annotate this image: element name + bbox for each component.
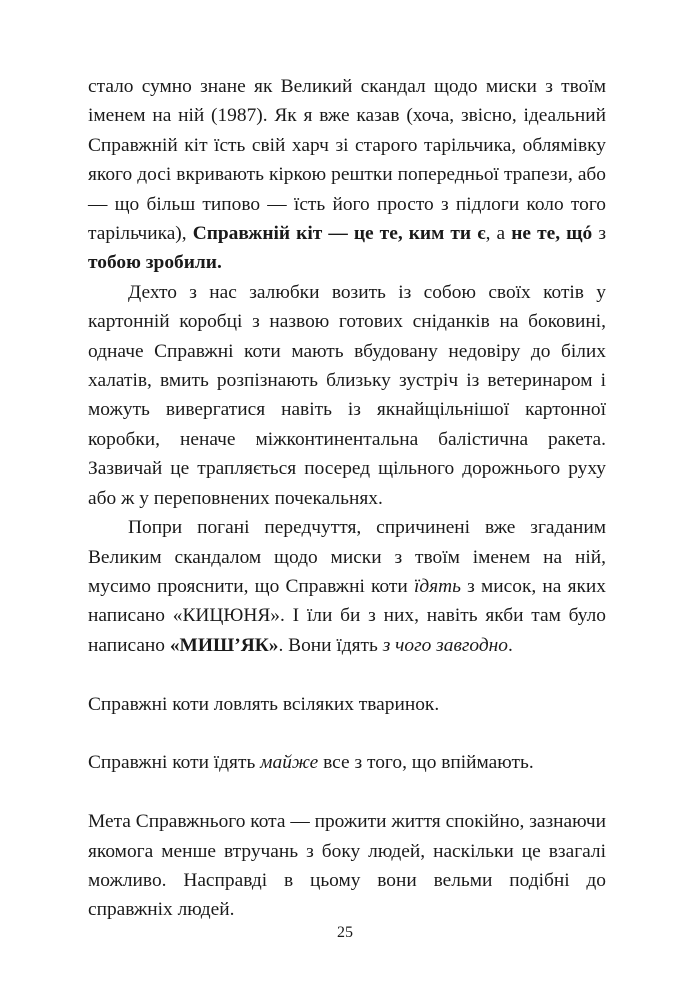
- paragraph-2: [88, 278, 606, 513]
- text-run: Мета Справжнього кота — прожити життя спокійно, зазнаючи якомога менше втручань з боку людей, наскільки це взагалі можливо. Насправді в цьому вони вельми подібні до справжніх людей.: [88, 811, 606, 921]
- text-run: Справжні коти їдять: [88, 752, 261, 774]
- text-run: з: [592, 223, 606, 245]
- paragraph-4: [88, 690, 606, 719]
- page-number: 25: [337, 924, 353, 941]
- italic-text-run: майже: [260, 752, 319, 774]
- text-run: стало сумно знане як Великий скандал щодо миски з твоїм іменем на ній (1987). Як я вже казав (хоча, звісно, ідеальний Справжній кіт їсть свій харч зі старого тарільчика, облямівку якого досі вкривають кіркою рештки попередньої трапези, або — що більш типово — їсть його просто з підлоги коло того тарільчика),: [88, 76, 606, 245]
- paragraph-3: [88, 513, 606, 660]
- paragraph-5: [88, 748, 606, 777]
- bold-text-run: «МИШ’ЯК»: [169, 634, 279, 656]
- bold-text-run: Справжній кіт — це те, ким ти є: [192, 223, 486, 245]
- text-run: Дехто з нас залюбки возить із собою своїх котів у картонній коробці з назвою готових сніданків на боковині, одначе Справжні коти мають вбудовану недовіру до білих халатів, вмить розпізнають близьку зустріч із ветеринаром і можуть вивергатися навіть із якнайщільнішої картонної коробки, неначе міжконтинентальна балістична ракета. Зазвичай це трапляється посеред щільного дорожнього руху або ж у переповнених почекальнях.: [88, 281, 606, 509]
- body-text: [88, 72, 606, 925]
- text-run: з мисок, на яких написано «КИЦЮНЯ». І їли би з них, навіть якби там було написано: [88, 575, 606, 656]
- bold-text-run: тобою зробили.: [88, 252, 222, 274]
- text-run: Справжні коти ловлять всіляких тваринок.: [88, 693, 440, 715]
- text-run: . Вони їдять: [278, 634, 383, 656]
- text-run: Попри погані передчуття, спричинені вже згаданим Великим скандалом щодо миски з твоїм іменем на ній, мусимо прояснити, що Справжні коти: [88, 517, 606, 597]
- paragraph-6: [88, 807, 606, 925]
- bold-text-run: не те, щó: [511, 223, 593, 245]
- italic-text-run: їдять: [413, 575, 461, 597]
- text-run: , а: [485, 223, 512, 245]
- text-run: все з того, що впіймають.: [318, 752, 534, 774]
- italic-text-run: з чого завгодно: [382, 634, 508, 656]
- text-run: .: [508, 634, 513, 656]
- paragraph-1: [88, 72, 606, 278]
